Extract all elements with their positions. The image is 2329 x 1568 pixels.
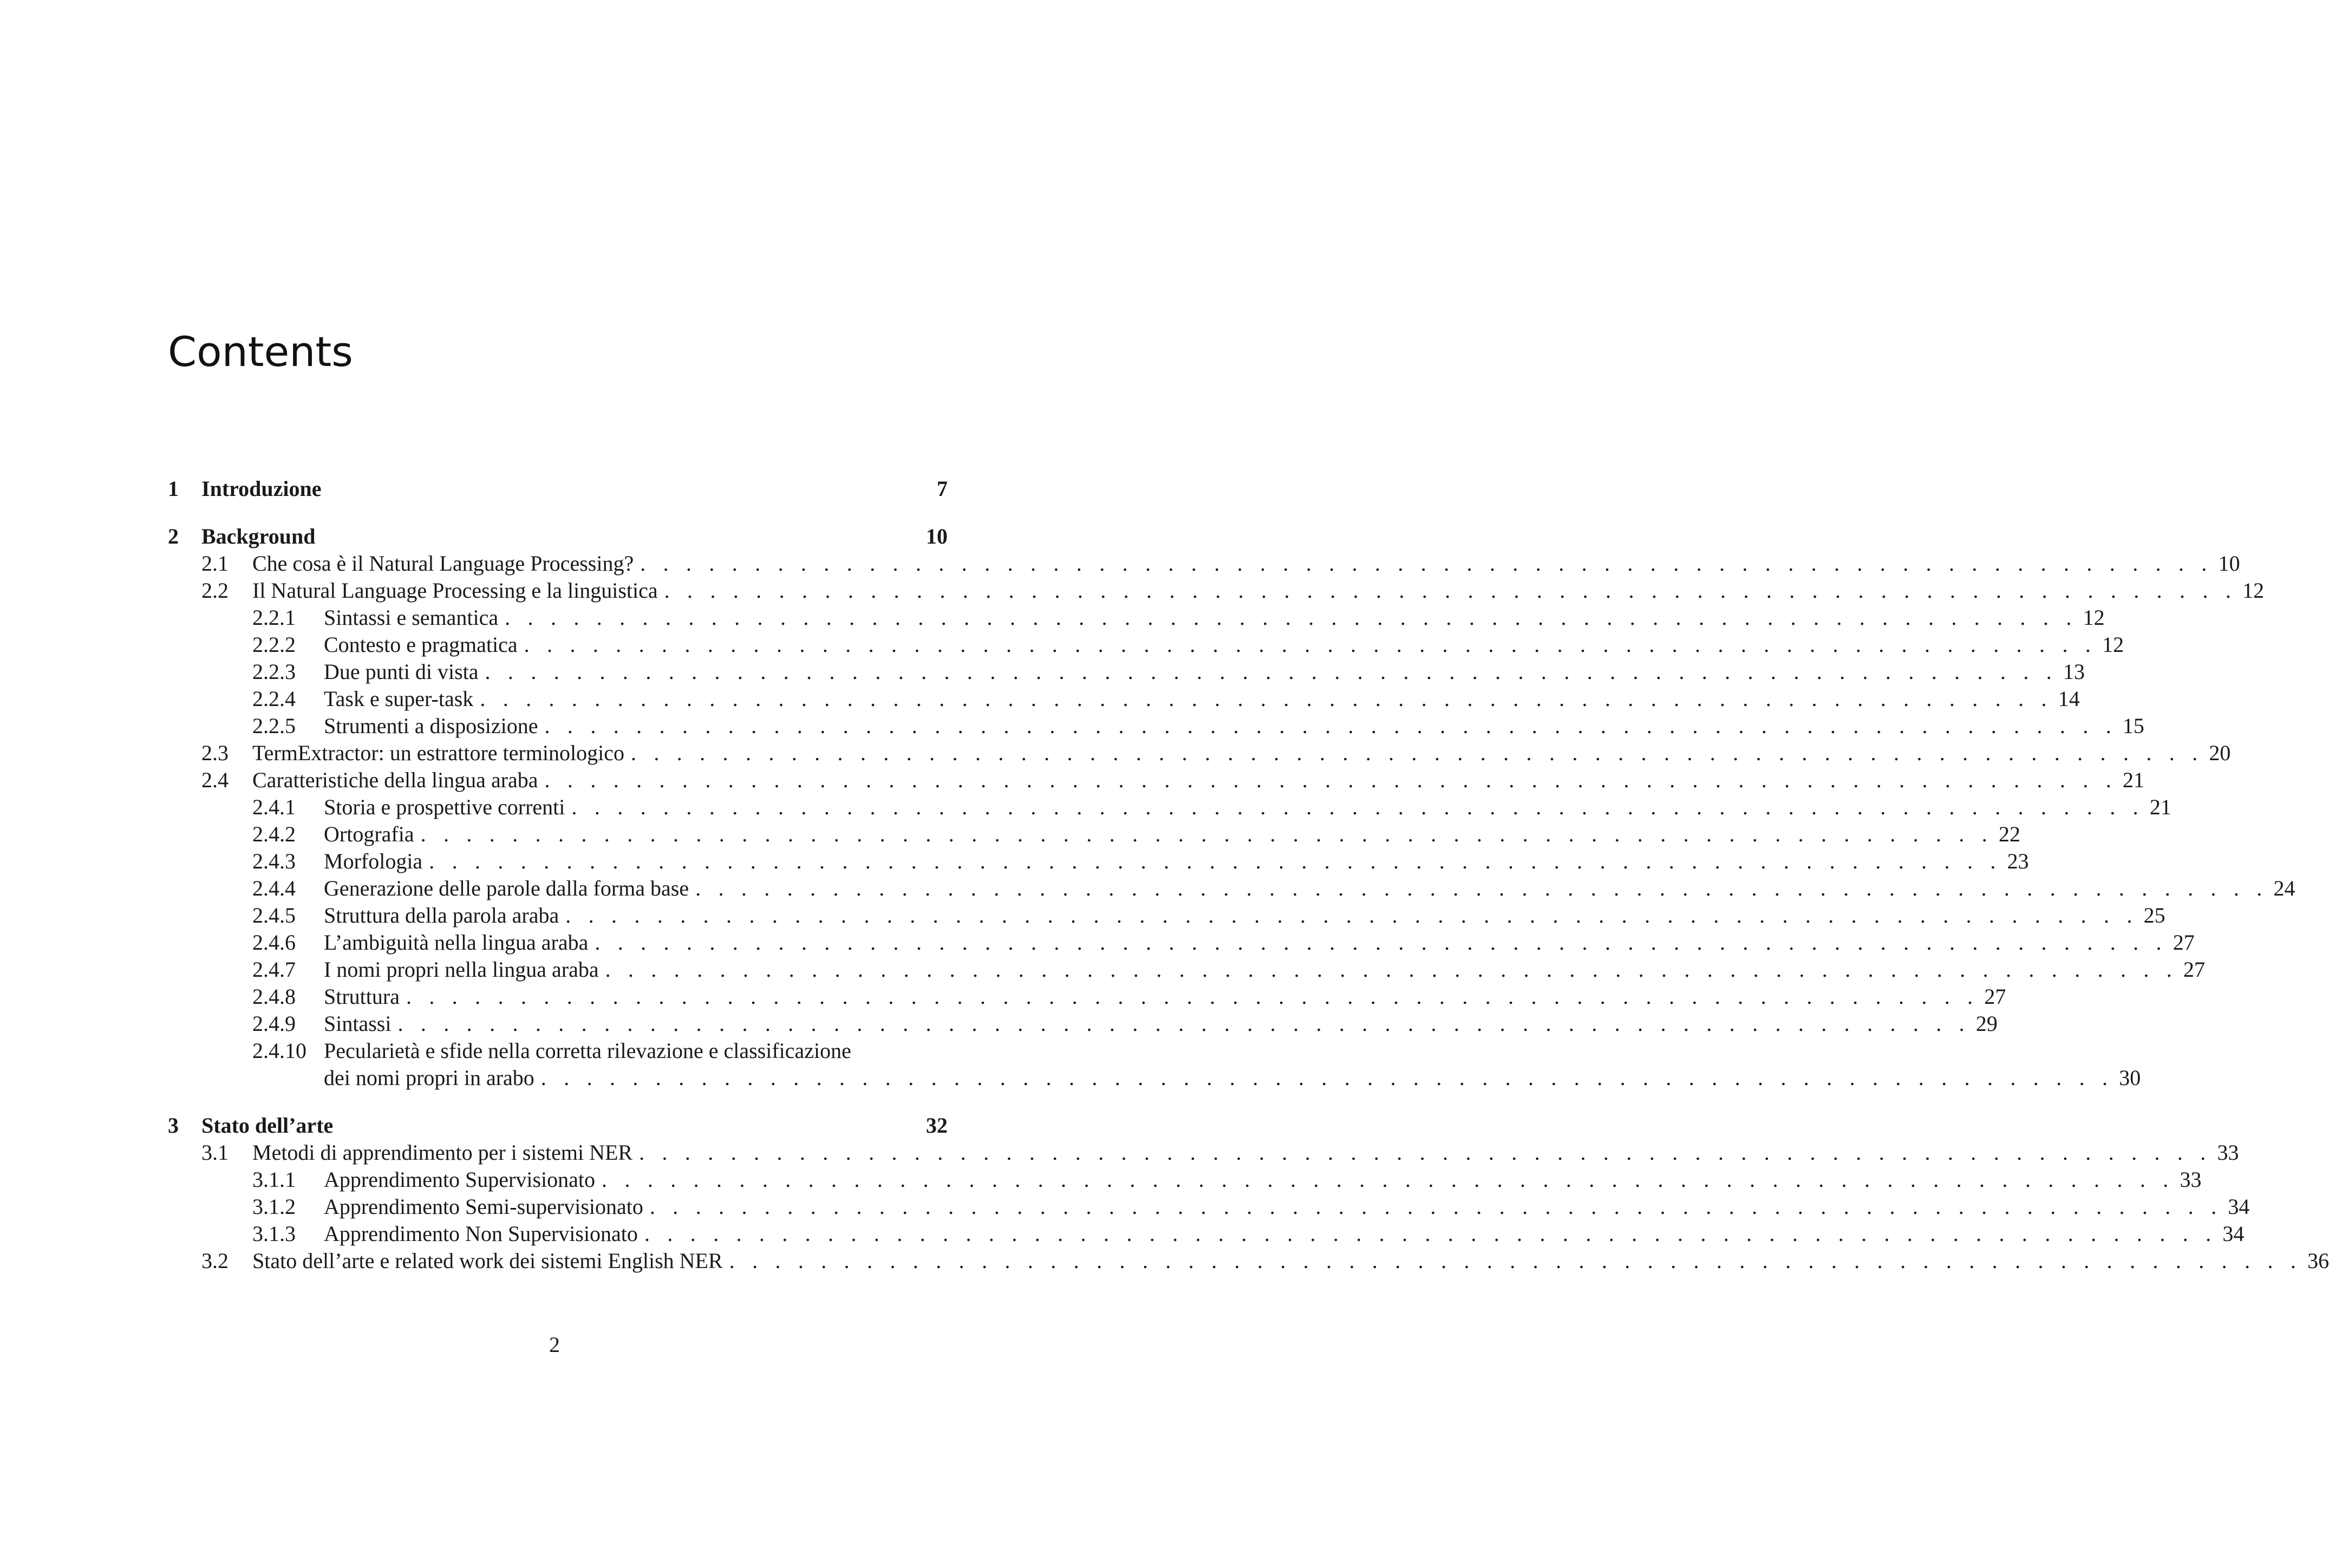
toc-entry-title: TermExtractor: un estrattore terminologico	[252, 741, 624, 765]
toc-leader	[400, 983, 1982, 1010]
toc-leader	[565, 794, 2147, 821]
toc-chapter-1	[168, 475, 948, 502]
toc-entry-title: Due punti di vista	[324, 659, 479, 684]
toc-entry-title-continued: dei nomi propri in arabo	[324, 1066, 534, 1090]
toc-entry-page: 12	[2102, 632, 2124, 657]
toc-entry-number: 3	[168, 1113, 179, 1138]
toc-leader	[498, 604, 2080, 631]
toc-entry-page: 27	[2183, 957, 2206, 982]
toc-entry-row[interactable]	[168, 929, 2195, 956]
toc-entry-number: 2.4.3	[252, 849, 296, 873]
toc-leader	[658, 577, 2240, 604]
toc-entry-row[interactable]	[168, 1247, 2329, 1275]
toc-leader	[538, 767, 2121, 794]
toc-leader	[632, 1139, 2215, 1166]
toc-chapter-row[interactable]	[168, 475, 948, 502]
toc-leader	[538, 713, 2121, 740]
toc-leader	[391, 1010, 1973, 1037]
toc-entry-number: 2.2.4	[252, 687, 296, 711]
toc-entry-row[interactable]	[168, 902, 2165, 929]
toc-entry-number: 3.2	[201, 1249, 229, 1273]
toc-entry-number: 2	[168, 524, 179, 548]
toc-entry-row[interactable]	[168, 713, 2144, 740]
toc-entry-number: 2.2.5	[252, 714, 296, 738]
toc-entry-page: 30	[2119, 1066, 2141, 1090]
toc-entry-number: 3.1.1	[252, 1167, 296, 1192]
toc-entry-title: Generazione delle parole dalla forma base	[324, 876, 689, 900]
page-number: 2	[549, 1332, 560, 1357]
toc-entry-page: 13	[2063, 659, 2085, 684]
toc-entry-row[interactable]	[168, 821, 2020, 848]
toc-entry-number: 2.3	[201, 741, 229, 765]
toc-entry-title: Struttura	[324, 984, 400, 1009]
toc-entry-page: 7	[937, 476, 948, 501]
toc-entry-page: 34	[2228, 1194, 2250, 1219]
toc-entry-row[interactable]	[168, 631, 2124, 658]
toc-entry-title: Apprendimento Supervisionato	[324, 1167, 596, 1192]
toc-entry-row[interactable]	[168, 1010, 1998, 1037]
toc-entry-row[interactable]	[168, 1139, 2239, 1166]
toc-entry-row[interactable]	[168, 983, 2006, 1010]
toc-entry-page: 24	[2273, 876, 2295, 900]
toc-entry-row[interactable]	[168, 767, 2144, 794]
table-of-contents	[168, 475, 2329, 1295]
toc-entry-number: 3.1	[201, 1140, 229, 1165]
toc-entry-page: 29	[1975, 1011, 1998, 1036]
toc-leader	[422, 848, 2005, 875]
toc-entry-page: 20	[2209, 741, 2231, 765]
toc-leader	[634, 550, 2216, 577]
toc-entry-page: 32	[926, 1113, 948, 1138]
toc-chapter-2	[168, 523, 2295, 1092]
toc-entry-title: Struttura della parola araba	[324, 903, 559, 927]
toc-entry-row-continued[interactable]	[168, 1064, 2141, 1092]
toc-entry-title: I nomi propri nella lingua araba	[324, 957, 599, 982]
toc-entry-row[interactable]	[168, 1037, 948, 1064]
toc-leader	[638, 1220, 2220, 1247]
toc-leader	[534, 1064, 2117, 1092]
toc-entry-row[interactable]	[168, 875, 2295, 902]
toc-entry-page: 10	[2218, 551, 2240, 576]
toc-leader	[479, 658, 2061, 685]
toc-entry-number: 2.1	[201, 551, 229, 576]
toc-entry-title: Il Natural Language Processing e la linguistica	[252, 578, 658, 603]
toc-entry-title: Morfologia	[324, 849, 423, 873]
toc-entry-number: 2.4.7	[252, 957, 296, 982]
toc-entry-page: 21	[2149, 795, 2171, 819]
toc-entry-title: Stato dell’arte e related work dei sistemi English NER	[252, 1249, 723, 1273]
toc-entry-row[interactable]	[168, 848, 2029, 875]
toc-leader	[643, 1193, 2226, 1220]
toc-entry-page: 23	[2007, 849, 2029, 873]
toc-entry-title: Apprendimento Semi-supervisionato	[324, 1194, 643, 1219]
toc-entry-title: Che cosa è il Natural Language Processing?	[252, 551, 634, 576]
toc-entry-title: Strumenti a disposizione	[324, 714, 538, 738]
toc-leader	[518, 631, 2100, 658]
toc-entry-title: Contesto e pragmatica	[324, 632, 518, 657]
toc-entry-number: 3.1.3	[252, 1221, 296, 1246]
toc-entry-page: 34	[2222, 1221, 2245, 1246]
toc-entry-page: 33	[2217, 1140, 2239, 1165]
toc-entry-row[interactable]	[168, 604, 2105, 631]
toc-entry-page: 15	[2122, 714, 2144, 738]
toc-entry-number: 2.2.2	[252, 632, 296, 657]
toc-leader	[588, 929, 2170, 956]
toc-entry-page: 14	[2058, 687, 2080, 711]
toc-entry-page: 27	[1984, 984, 2006, 1009]
toc-entry-title: Background	[201, 524, 316, 548]
toc-entry-title: Task e super-task	[324, 687, 474, 711]
toc-entry-title: Apprendimento Non Supervisionato	[324, 1221, 638, 1246]
toc-entry-number: 2.4.6	[252, 930, 296, 955]
toc-entry-row[interactable]	[168, 685, 2080, 713]
toc-entry-title: Sintassi e semantica	[324, 605, 499, 630]
toc-entry-title: Ortografia	[324, 822, 414, 846]
toc-entry-number: 2.2.3	[252, 659, 296, 684]
toc-entry-page: 22	[1999, 822, 2020, 846]
toc-entry-row[interactable]	[168, 794, 2171, 821]
toc-entry-row[interactable]	[168, 658, 2085, 685]
toc-entry-title: Pecularietà e sfide nella corretta rilevazione e classificazione	[324, 1038, 851, 1063]
toc-chapter-3	[168, 1112, 2329, 1275]
toc-entry-title: Sintassi	[324, 1011, 392, 1036]
toc-chapter-row[interactable]	[168, 523, 948, 550]
toc-entry-row[interactable]	[168, 1193, 2250, 1220]
toc-entry-number: 2.4.8	[252, 984, 296, 1009]
toc-entry-number: 2.4.1	[252, 795, 296, 819]
toc-leader	[624, 740, 2207, 767]
toc-leader	[414, 821, 1997, 848]
toc-entry-row[interactable]	[168, 740, 2231, 767]
toc-chapter-row[interactable]	[168, 1112, 948, 1139]
toc-entry-page: 12	[2083, 605, 2105, 630]
toc-leader	[689, 875, 2271, 902]
toc-entry-title: Stato dell’arte	[201, 1113, 334, 1138]
toc-entry-number: 2.4.9	[252, 1011, 296, 1036]
toc-entry-number: 2.4.4	[252, 876, 296, 900]
toc-entry-page: 10	[926, 524, 948, 548]
toc-leader	[599, 956, 2181, 983]
toc-entry-row[interactable]	[168, 956, 2206, 983]
toc-entry-page: 36	[2307, 1249, 2329, 1273]
toc-entry-number: 1	[168, 476, 179, 501]
toc-entry-number: 2.2	[201, 578, 229, 603]
toc-entry-title: Caratteristiche della lingua araba	[252, 768, 538, 792]
contents-heading: Contents	[168, 328, 353, 376]
toc-leader	[595, 1166, 2177, 1193]
toc-entry-number: 2.2.1	[252, 605, 296, 630]
toc-entry-row[interactable]	[168, 550, 2240, 577]
toc-entry-number: 2.4.10	[252, 1038, 306, 1063]
toc-entry-number: 2.4	[201, 768, 229, 792]
toc-entry-page: 12	[2242, 578, 2265, 603]
toc-entry-page: 33	[2180, 1167, 2202, 1192]
toc-entry-page: 27	[2173, 930, 2195, 955]
toc-entry-row[interactable]	[168, 577, 2265, 604]
toc-entry-title: Introduzione	[201, 476, 322, 501]
toc-entry-title: Metodi di apprendimento per i sistemi NER	[252, 1140, 633, 1165]
toc-entry-number: 3.1.2	[252, 1194, 296, 1219]
toc-entry-number: 2.4.5	[252, 903, 296, 927]
toc-leader	[723, 1247, 2305, 1275]
toc-entry-title: L’ambiguità nella lingua araba	[324, 930, 589, 955]
toc-entry-row[interactable]	[168, 1166, 2202, 1193]
toc-entry-page: 21	[2122, 768, 2144, 792]
toc-entry-page: 25	[2143, 903, 2165, 927]
toc-entry-title: Storia e prospettive correnti	[324, 795, 565, 819]
toc-leader	[559, 902, 2141, 929]
toc-leader	[473, 685, 2056, 713]
toc-entry-number: 2.4.2	[252, 822, 296, 846]
toc-entry-row[interactable]	[168, 1220, 2245, 1247]
